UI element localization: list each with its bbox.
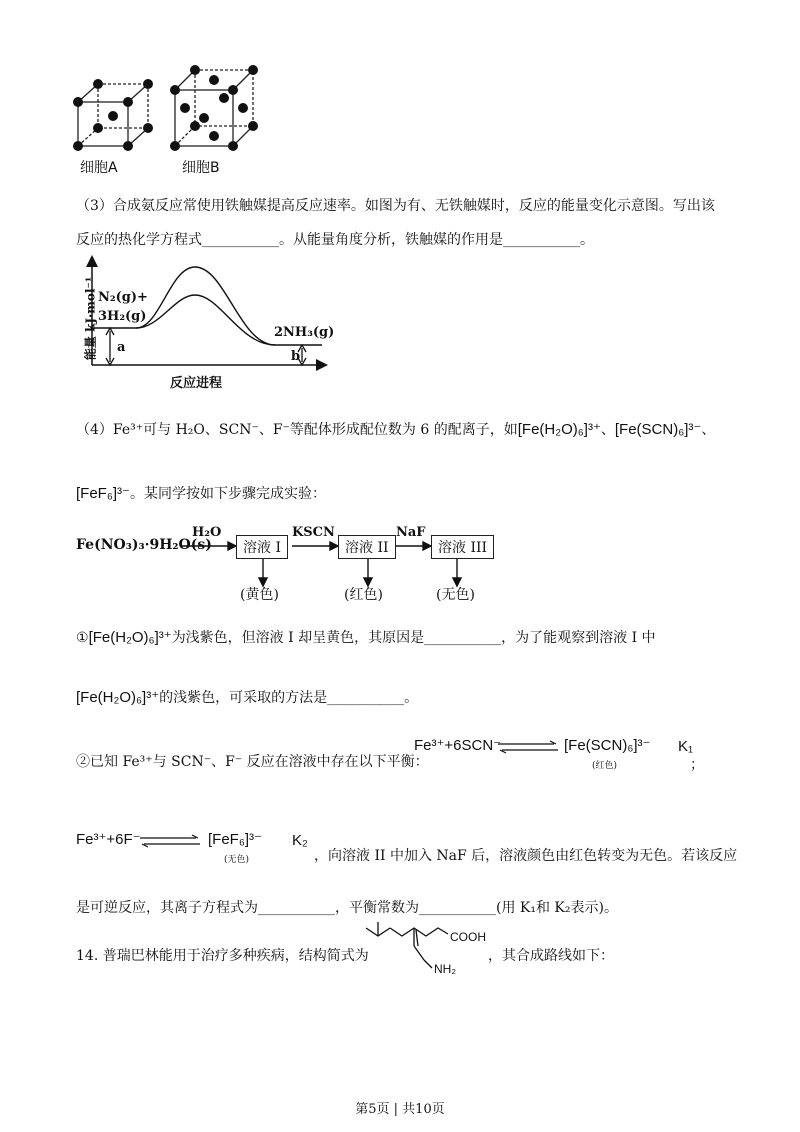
sub2-text3: 是可逆反应，其离子方程式为___________，平衡常数为___________(用 K₁和 K₂表示)。 xyxy=(76,900,618,916)
q14-text1: 14. 普瑞巴林能用于治疗多种疾病，结构简式为 xyxy=(76,948,369,964)
sub1-line2 xyxy=(76,688,418,708)
q3-line1: （3）合成氨反应常使用铁触媒提高反应速率。如图为有、无铁触媒时，反应的能量变化示意图。写出该 xyxy=(76,198,715,214)
ion-fe-scn: [Fe(SCN)₆]³⁻ xyxy=(614,421,702,438)
sub2-text: ②已知 Fe³⁺与 SCN⁻、F⁻ 反应在溶液中存在以下平衡： xyxy=(76,754,429,770)
flow-color1: (黄色) xyxy=(240,587,279,603)
energy-product: 2NH₃(g) xyxy=(274,325,335,340)
eq1-equilibrium-arrow xyxy=(496,740,560,754)
sub2-text2: ，向溶液 II 中加入 NaF 后，溶液颜色由红色转变为无色。若该反应 xyxy=(314,848,738,864)
cell-b-label: 细胞B xyxy=(182,160,220,176)
q3-line2: 反应的热化学方程式___________。从能量角度分析，铁触媒的作用是___________。 xyxy=(76,232,594,248)
eq1-k: K₁ xyxy=(678,738,694,755)
sub1-ion: [Fe(H₂O)₆]³⁺ xyxy=(88,629,172,646)
flow-box2: 溶液 II xyxy=(338,535,396,559)
q14-cooh: COOH xyxy=(450,930,486,944)
flow-arrow1-label: H₂O xyxy=(192,525,222,540)
cell-a-label: 细胞A xyxy=(80,160,118,176)
sub1-prefix: ① xyxy=(76,630,89,646)
eq1-note: (红色) xyxy=(592,761,618,771)
page-footer: 第5页 | 共10页 xyxy=(355,1102,445,1117)
flow-arrow3-label: NaF xyxy=(396,525,426,540)
sub1-ion2: [Fe(H₂O)₆]³⁺ xyxy=(76,689,160,706)
energy-ylabel: 能量 kJ·mol⁻¹ xyxy=(83,276,98,361)
q4-intro: （4）Fe³⁺可与 H₂O、SCN⁻、F⁻等配体形成配位数为 6 的配离子，如 xyxy=(76,422,518,438)
unit-cell-b-diagram xyxy=(165,60,265,158)
flow-box3: 溶液 III xyxy=(431,535,494,559)
energy-xlabel: 反应进程 xyxy=(170,376,223,391)
q4-sep2: 、 xyxy=(701,422,716,438)
energy-reactant-2: 3H₂(g) xyxy=(98,309,147,324)
eq2-k: K₂ xyxy=(292,832,308,849)
flow-color3: (无色) xyxy=(436,587,475,603)
eq1-end: ； xyxy=(690,757,704,773)
q4-line2-text: 。某同学按如下步骤完成实验： xyxy=(129,486,326,502)
flow-arrow2-label: KSCN xyxy=(292,525,335,540)
energy-label-b: b xyxy=(291,349,301,364)
eq2-equilibrium-arrow xyxy=(138,834,202,848)
flow-color2: (红色) xyxy=(344,587,383,603)
unit-cell-a-diagram xyxy=(68,70,163,155)
eq2-left: Fe³⁺+6F⁻ xyxy=(76,831,141,848)
eq1-left: Fe³⁺+6SCN⁻ xyxy=(414,737,502,754)
sub1-line1 xyxy=(76,628,656,648)
energy-label-a: a xyxy=(117,340,126,355)
ion-fef6: [FeF₆]³⁻ xyxy=(76,485,130,502)
eq2-note: (无色) xyxy=(224,855,250,865)
eq2-right: [FeF₆]³⁻ xyxy=(208,831,262,848)
q14-text2: ，其合成路线如下： xyxy=(488,948,614,964)
ion-fe-h2o: [Fe(H₂O)₆]³⁺ xyxy=(517,421,601,438)
energy-reactant-1: N₂(g)+ xyxy=(98,290,148,305)
eq1-right: [Fe(SCN)₆]³⁻ xyxy=(564,737,651,754)
flow-start: Fe(NO₃)₃·9H₂O(s) xyxy=(76,537,212,553)
q4-sep1: 、 xyxy=(600,422,615,438)
q14-nh2: NH₂ xyxy=(434,962,456,976)
flow-box1: 溶液 I xyxy=(236,535,288,559)
sub1-text2: 的浅紫色，可采取的方法是___________。 xyxy=(159,690,419,706)
q4-line1 xyxy=(76,420,715,440)
sub1-text1: 为浅紫色，但溶液 I 却呈黄色，其原因是___________，为了能观察到溶液 I 中 xyxy=(171,630,656,646)
q4-line2 xyxy=(76,484,326,504)
